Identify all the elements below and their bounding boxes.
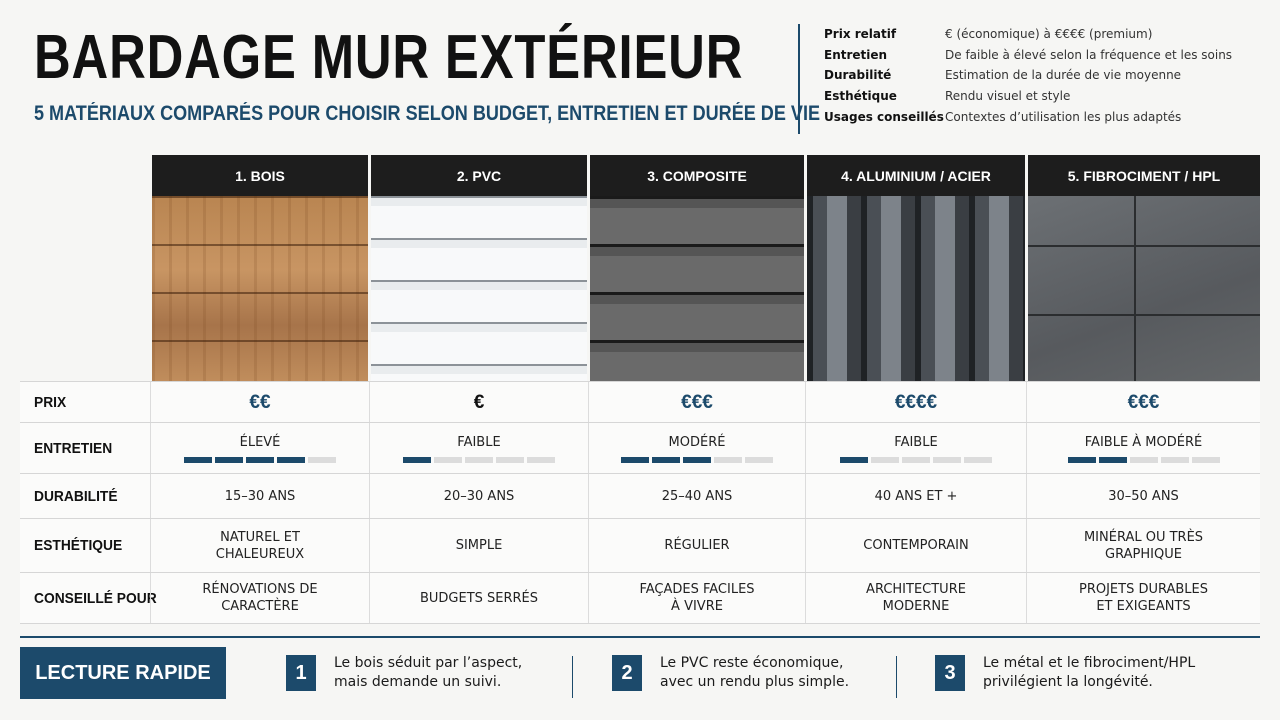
level-segment-filled — [1099, 457, 1127, 463]
level-segment-filled — [621, 457, 649, 463]
price-value: €€ — [249, 391, 271, 413]
aesthetic-line: RÉGULIER — [664, 538, 730, 553]
level-segment-empty — [902, 457, 930, 463]
tip-line: privilégient la longévité. — [983, 674, 1153, 690]
wood-cladding-image — [152, 196, 368, 381]
recommended-line: FAÇADES FACILES — [639, 582, 755, 597]
legend-row — [824, 65, 1232, 86]
price-cell — [588, 382, 805, 422]
price-value: €€€€ — [894, 391, 938, 413]
maintenance-cell — [588, 423, 805, 473]
level-segment-filled — [246, 457, 274, 463]
durability-value: 25–40 ANS — [661, 488, 733, 504]
legend-row — [824, 86, 1232, 107]
tip-number: 2 — [612, 655, 642, 691]
fibrocement-cladding-image — [1028, 196, 1260, 381]
legend-key: Entretien — [824, 47, 888, 62]
tip-line: mais demande un suivi. — [334, 674, 502, 690]
durability-value: 30–50 ANS — [1108, 488, 1179, 504]
tip-line: avec un rendu plus simple. — [660, 674, 850, 690]
quick-read-label: LECTURE RAPIDE — [20, 647, 226, 699]
durability-cell — [369, 474, 588, 518]
level-segment-filled — [184, 457, 212, 463]
level-segment-filled — [403, 457, 431, 463]
tip-text — [660, 654, 900, 692]
recommended-line: BUDGETS SERRÉS — [419, 590, 539, 606]
price-cell — [369, 382, 588, 422]
level-segment-empty — [1161, 457, 1189, 463]
maintenance-level-bar — [403, 457, 555, 463]
tip-line: Le bois séduit par l’aspect, — [334, 655, 523, 671]
level-segment-empty — [871, 457, 899, 463]
aesthetic-cell — [588, 519, 805, 572]
row-label-prix: PRIX — [34, 393, 67, 411]
aesthetic-cell — [150, 519, 369, 572]
durability-cell — [150, 474, 369, 518]
legend-row — [824, 106, 1232, 127]
level-segment-filled — [1068, 457, 1096, 463]
aesthetic-line: MINÉRAL OU TRÈS — [1083, 529, 1204, 545]
level-segment-empty — [933, 457, 961, 463]
legend-row — [824, 45, 1232, 66]
legend-panel — [798, 24, 1232, 134]
page-title: BARDAGE MUR EXTÉRIEUR — [34, 23, 744, 92]
level-segment-filled — [277, 457, 305, 463]
legend-row — [824, 24, 1232, 45]
maintenance-cell — [150, 423, 369, 473]
column-header-pvc: 2. PVC — [371, 155, 587, 196]
recommended-line: ET EXIGEANTS — [1096, 599, 1191, 614]
legend-value: Contextes d’utilisation les plus adaptés — [945, 109, 1182, 124]
maintenance-value: FAIBLE À MODÉRÉ — [1084, 434, 1203, 450]
price-cell — [1026, 382, 1260, 422]
maintenance-cell — [369, 423, 588, 473]
tip-number: 3 — [935, 655, 965, 691]
price-value: € — [473, 391, 485, 413]
recommended-line: CARACTÈRE — [221, 599, 299, 614]
level-segment-filled — [840, 457, 868, 463]
aesthetic-line: GRAPHIQUE — [1105, 546, 1182, 562]
legend-key: Esthétique — [824, 89, 897, 104]
row-entretien — [20, 422, 1260, 473]
row-label-conseille: CONSEILLÉ POUR — [34, 589, 157, 607]
column-header-fibrociment: 5. FIBROCIMENT / HPL — [1028, 155, 1260, 196]
page-subtitle: 5 MATÉRIAUX COMPARÉS POUR CHOISIR SELON BUDGET, ENTRETIEN ET DURÉE DE VIE — [34, 102, 821, 125]
tip-3 — [935, 654, 1280, 692]
maintenance-cell — [805, 423, 1026, 473]
row-conseille — [20, 572, 1260, 624]
legend-value: Rendu visuel et style — [945, 89, 1071, 104]
level-segment-empty — [465, 457, 493, 463]
recommended-line: RÉNOVATIONS DE — [202, 582, 318, 597]
tip-text — [334, 654, 574, 692]
tip-line: Le métal et le fibrociment/HPL — [983, 655, 1196, 671]
legend-value: € (économique) à €€€€ (premium) — [945, 27, 1153, 42]
recommended-line: ARCHITECTURE — [866, 582, 966, 597]
maintenance-level-bar — [1068, 457, 1220, 463]
maintenance-value: MODÉRÉ — [668, 434, 726, 450]
maintenance-cell — [1026, 423, 1260, 473]
level-segment-empty — [434, 457, 462, 463]
price-value: €€€ — [1127, 391, 1160, 413]
maintenance-value: FAIBLE — [894, 434, 938, 450]
row-durabilite — [20, 473, 1260, 518]
aesthetic-cell — [369, 519, 588, 572]
column-header-composite: 3. COMPOSITE — [590, 155, 804, 196]
recommended-line: À VIVRE — [671, 599, 723, 614]
row-label-esthetique: ESTHÉTIQUE — [34, 537, 123, 554]
metal-cladding-image — [807, 196, 1025, 381]
durability-value: 20–30 ANS — [443, 488, 515, 504]
tip-separator — [896, 656, 897, 698]
price-value: €€€ — [681, 391, 713, 413]
durability-cell — [1026, 474, 1260, 518]
row-prix — [20, 381, 1260, 422]
level-segment-filled — [215, 457, 243, 463]
aesthetic-line: CONTEMPORAIN — [863, 538, 969, 553]
recommended-cell — [588, 573, 805, 623]
level-segment-empty — [496, 457, 524, 463]
recommended-cell — [150, 573, 369, 623]
footer-divider — [20, 636, 1260, 638]
aesthetic-line: SIMPLE — [455, 538, 503, 553]
composite-cladding-image — [590, 196, 804, 381]
level-segment-empty — [1130, 457, 1158, 463]
durability-value: 15–30 ANS — [224, 488, 296, 504]
maintenance-value: ÉLEVÉ — [239, 434, 281, 450]
level-segment-empty — [714, 457, 742, 463]
maintenance-level-bar — [840, 457, 992, 463]
legend-key: Prix relatif — [824, 27, 897, 42]
tip-1 — [286, 654, 574, 692]
column-header-bois: 1. BOIS — [152, 155, 368, 196]
tip-text — [983, 654, 1280, 692]
aesthetic-cell — [1026, 519, 1260, 572]
aesthetic-line: NATUREL ET — [220, 529, 300, 545]
level-segment-empty — [745, 457, 773, 463]
tip-number: 1 — [286, 655, 316, 691]
maintenance-value: FAIBLE — [457, 434, 501, 450]
recommended-line: MODERNE — [882, 599, 950, 614]
legend-key: Usages conseillés — [824, 109, 944, 124]
row-esthetique — [20, 518, 1260, 572]
tip-line: Le PVC reste économique, — [660, 655, 844, 671]
maintenance-level-bar — [184, 457, 336, 463]
tip-separator — [572, 656, 573, 698]
durability-cell — [588, 474, 805, 518]
durability-value: 40 ANS ET + — [874, 488, 958, 504]
level-segment-empty — [527, 457, 555, 463]
price-cell — [150, 382, 369, 422]
tip-2 — [612, 654, 900, 692]
legend-value: De faible à élevé selon la fréquence et les soins — [945, 47, 1233, 62]
column-header-aluminium: 4. ALUMINIUM / ACIER — [807, 155, 1025, 196]
legend-value: Estimation de la durée de vie moyenne — [945, 68, 1182, 83]
level-segment-empty — [308, 457, 336, 463]
pvc-cladding-image — [371, 196, 587, 381]
level-segment-empty — [1192, 457, 1220, 463]
aesthetic-line: CHALEUREUX — [215, 546, 305, 562]
row-label-durabilite: DURABILITÉ — [34, 487, 118, 505]
price-cell — [805, 382, 1026, 422]
recommended-cell — [1026, 573, 1260, 623]
maintenance-level-bar — [621, 457, 773, 463]
legend-key: Durabilité — [824, 68, 892, 83]
level-segment-filled — [683, 457, 711, 463]
durability-cell — [805, 474, 1026, 518]
level-segment-filled — [652, 457, 680, 463]
recommended-cell — [805, 573, 1026, 623]
aesthetic-cell — [805, 519, 1026, 572]
recommended-cell — [369, 573, 588, 623]
row-label-entretien: ENTRETIEN — [34, 439, 113, 457]
recommended-line: PROJETS DURABLES — [1078, 582, 1209, 597]
level-segment-empty — [964, 457, 992, 463]
